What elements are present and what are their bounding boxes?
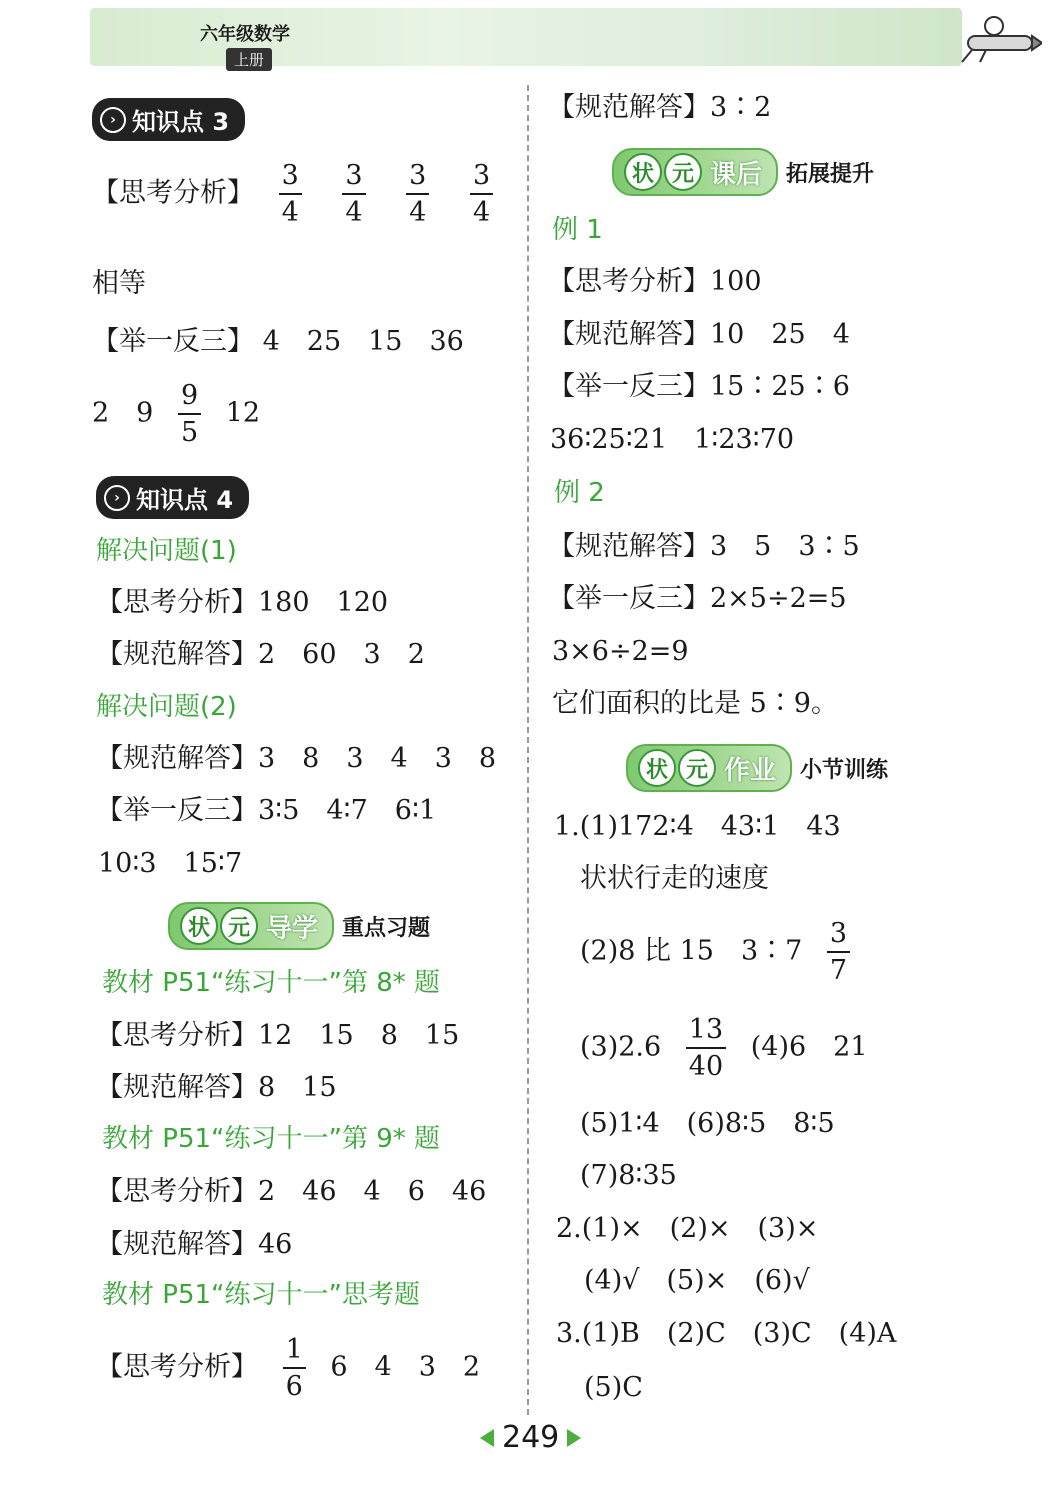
- solve-1-heading: 解决问题(1): [96, 536, 237, 566]
- q2b-row: (4)√ (5)× (6)√: [584, 1265, 810, 1296]
- ju-values: 4 25 15 36: [262, 326, 464, 357]
- volume-badge: 上册: [226, 48, 272, 71]
- kp3-ju2-row: [92, 382, 260, 446]
- ex2-ans-row: 【规范解答】3 5 3∶5: [548, 531, 860, 562]
- solve-2-heading: 解决问题(2): [96, 692, 237, 722]
- q1-1-row: 1.(1)172∶4 43∶1 43: [554, 811, 841, 842]
- s1-ans-row: 【规范解答】2 60 3 2: [96, 639, 425, 670]
- q2a-row: 2.(1)× (2)× (3)×: [556, 1213, 819, 1244]
- t9-think-row: 【思考分析】2 46 4 6 46: [96, 1176, 487, 1207]
- kp3-think-row: [92, 162, 509, 226]
- ju2-values-b: 12: [225, 397, 261, 429]
- fraction: $\frac{3}{4}$: [406, 162, 429, 226]
- fraction: $\frac{1}{6}$: [283, 1336, 306, 1400]
- ju-tag: 【举一反三】: [92, 326, 254, 357]
- section-pill: 状 元 课后: [612, 148, 778, 196]
- chevron-right-icon: ›: [104, 485, 130, 511]
- section-title: 重点习题: [342, 915, 431, 941]
- example-1-heading: 例 1: [552, 215, 603, 245]
- s2-ans-row: 【规范解答】3 8 3 4 3 8: [96, 743, 497, 774]
- ex1-ju-row: 【举一反三】15∶25∶6: [548, 371, 850, 402]
- q3a-row: 3.(1)B (2)C (3)C (4)A: [556, 1318, 897, 1349]
- zuoye-section-header: [626, 744, 888, 792]
- t8-think-row: 【思考分析】12 15 8 15: [96, 1020, 460, 1051]
- s1-think-row: 【思考分析】180 120: [96, 587, 389, 618]
- kehou-section-header: [612, 148, 874, 196]
- textbook-q8-heading: 教材 P51“练习十一”第 8* 题: [102, 968, 441, 998]
- q1-2-row: (2)8 比 15 3∶7 $\frac{3}{7}$: [580, 920, 866, 984]
- ex2-ju2-row: 3×6÷2=9: [552, 636, 689, 667]
- ex1-think-row: 【思考分析】100: [548, 266, 762, 297]
- s2-ju2-row: 10∶3 15∶7: [98, 848, 243, 879]
- kp4-label: 知识点 4: [136, 486, 234, 514]
- example-2-heading: 例 2: [554, 478, 605, 508]
- ju2-values-a: 2 9: [92, 397, 154, 429]
- triangle-left-icon: [480, 1429, 494, 1447]
- fraction: $\frac{3}{7}$: [827, 920, 850, 984]
- ex1-ju2-row: 36∶25∶21 1∶23∶70: [550, 424, 795, 455]
- section-title: 拓展提升: [786, 161, 875, 187]
- fraction: $\frac{3}{4}$: [342, 162, 365, 226]
- textbook-think-heading: 教材 P51“练习十一”思考题: [102, 1280, 420, 1310]
- section-pill: 状 元 作业: [626, 744, 792, 792]
- fraction: $\frac{3}{4}$: [279, 162, 302, 226]
- grade-label: 六年级数学: [200, 24, 290, 45]
- daoxue-section-header: [168, 902, 430, 950]
- s2-ju-row: 【举一反三】3∶5 4∶7 6∶1: [96, 795, 437, 826]
- triangle-right-icon: [567, 1429, 581, 1447]
- column-divider: [527, 85, 529, 1415]
- chevron-right-icon: ›: [100, 107, 126, 133]
- fraction: $\frac{3}{4}$: [470, 162, 493, 226]
- ex2-ju-row: 【举一反三】2×5÷2=5: [548, 583, 847, 614]
- q1-7-row: (7)8∶35: [580, 1160, 677, 1191]
- q1-1b-row: 状状行走的速度: [580, 863, 769, 894]
- q1-3-row: (3)2.6 $\frac{13}{40}$ (4)6 21: [580, 1014, 868, 1082]
- q3b-row: (5)C: [584, 1372, 643, 1403]
- q1-5-row: (5)1∶4 (6)8∶5 8∶5: [580, 1108, 835, 1139]
- knowledge-point-3-badge: [92, 98, 245, 141]
- section-pill: 状 元 导学: [168, 902, 334, 950]
- t9-ans-row: 【规范解答】46: [96, 1229, 293, 1260]
- ex1-ans-row: 【规范解答】10 25 4: [548, 319, 850, 350]
- page-number-text: 249: [502, 1420, 560, 1455]
- kp3-label: 知识点 3: [132, 108, 230, 136]
- kp3-equal-text: 相等: [92, 268, 146, 299]
- header-banner: [90, 8, 962, 69]
- kp3-ju-row: [92, 328, 464, 355]
- section-title: 小节训练: [800, 757, 889, 783]
- t8-ans-row: 【规范解答】8 15: [96, 1072, 337, 1103]
- knowledge-point-4-badge: [96, 476, 249, 519]
- textbook-q9-heading: 教材 P51“练习十一”第 9* 题: [102, 1124, 441, 1154]
- rocket-illustration-icon: [958, 14, 1042, 66]
- ex2-ju3-row: 它们面积的比是 5∶9。: [552, 688, 838, 719]
- page-number: [480, 1420, 581, 1455]
- fraction: $\frac{13}{40}$: [686, 1016, 726, 1080]
- top-answer-row: 【规范解答】3∶2: [548, 92, 772, 123]
- tq-think-row: 【思考分析】 $\frac{1}{6}$ 6 4 3 2: [96, 1334, 481, 1402]
- fraction: $\frac{9}{5}$: [178, 382, 201, 446]
- think-tag: 【思考分析】: [92, 177, 254, 209]
